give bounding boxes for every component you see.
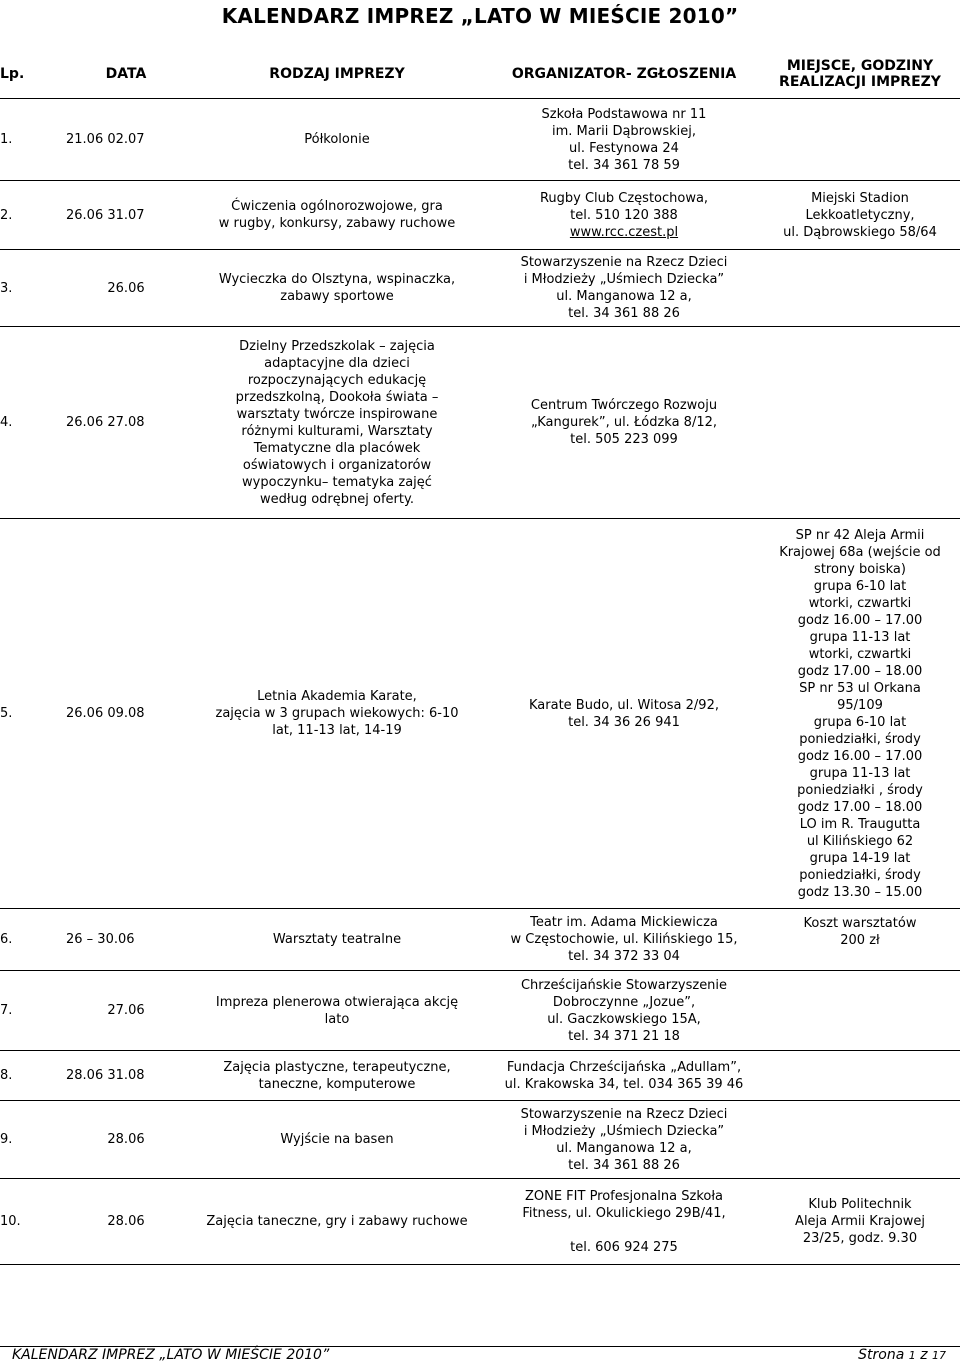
row-event: Letnia Akademia Karate, zajęcia w 3 grupach wiekowych: 6-10 lat, 11-13 lat, 14-19	[186, 519, 488, 909]
table-row	[0, 1179, 960, 1265]
row-place	[760, 327, 960, 519]
header-lp: Lp.	[0, 50, 66, 99]
row-place	[760, 971, 960, 1051]
row-place: Miejski Stadion Lekkoatletyczny, ul. Dąbrowskiego 58/64	[760, 181, 960, 250]
row-event: Dzielny Przedszkolak – zajęcia adaptacyjne dla dzieci rozpoczynających edukację przedszkolną, Dookoła świata – warsztaty twórcze inspirowane różnymi kulturami, Warsztaty Tematyczne dla placówek oświatowych i organizatorów wypoczynku– tematyka zajęć według odrębnej oferty.	[186, 327, 488, 519]
row-date: 26 – 30.06	[66, 909, 186, 971]
organizer-website-link[interactable]: www.rcc.czest.pl	[569, 224, 679, 240]
row-event: Wycieczka do Olsztyna, wspinaczka, zabawy sportowe	[186, 250, 488, 327]
row-date: 26.06 09.08	[66, 519, 186, 909]
row-lp: 5.	[0, 519, 66, 909]
table-row	[0, 971, 960, 1051]
row-organizer-cell	[488, 181, 760, 250]
row-place	[760, 99, 960, 181]
table-header-row	[0, 50, 960, 99]
row-date: 26.06 27.08	[66, 327, 186, 519]
row-event: Warsztaty teatralne	[186, 909, 488, 971]
row-date: 28.06	[66, 1179, 186, 1265]
row-organizer: Rugby Club Częstochowa, tel. 510 120 388	[539, 190, 709, 223]
table-row	[0, 1051, 960, 1101]
row-organizer: Fundacja Chrześcijańska „Adullam”, ul. Krakowska 34, tel. 034 365 39 46	[488, 1051, 760, 1101]
header-date: DATA	[66, 50, 186, 99]
row-organizer: Chrześcijańskie Stowarzyszenie Dobroczynne „Jozue”, ul. Gaczkowskiego 15A, tel. 34 371 21 18	[488, 971, 760, 1051]
row-place: Koszt warsztatów 200 zł	[760, 909, 960, 971]
row-lp: 6.	[0, 909, 66, 971]
row-place	[760, 1101, 960, 1179]
page-number	[858, 1347, 946, 1363]
row-date: 21.06 02.07	[66, 99, 186, 181]
row-lp: 3.	[0, 250, 66, 327]
page-total: 17	[932, 1349, 946, 1362]
header-place-line2: REALIZACJI IMPREZY	[779, 74, 941, 90]
page-footer	[0, 1346, 960, 1363]
row-event: Zajęcia plastyczne, terapeutyczne, taneczne, komputerowe	[186, 1051, 488, 1101]
row-date: 28.06	[66, 1101, 186, 1179]
table-row	[0, 327, 960, 519]
footer-title: KALENDARZ IMPREZ „LATO W MIEŚCIE 2010”	[12, 1347, 330, 1363]
row-lp: 1.	[0, 99, 66, 181]
table-row	[0, 519, 960, 909]
table-row	[0, 181, 960, 250]
row-organizer: ZONE FIT Profesjonalna Szkoła Fitness, ul. Okulickiego 29B/41, tel. 606 924 275	[488, 1179, 760, 1265]
events-table	[0, 50, 960, 1265]
row-place	[760, 1051, 960, 1101]
row-lp: 8.	[0, 1051, 66, 1101]
row-date: 27.06	[66, 971, 186, 1051]
page-current: 1	[908, 1349, 916, 1362]
row-lp: 9.	[0, 1101, 66, 1179]
row-place: Klub Politechnik Aleja Armii Krajowej 23/25, godz. 9.30	[760, 1179, 960, 1265]
row-organizer: Stowarzyszenie na Rzecz Dzieci i Młodzieży „Uśmiech Dziecka” ul. Manganowa 12 a, tel. 34 361 88 26	[488, 250, 760, 327]
header-type: RODZAJ IMPREZY	[186, 50, 488, 99]
table-row	[0, 250, 960, 327]
row-organizer: Teatr im. Adama Mickiewicza w Częstochowie, ul. Kilińskiego 15, tel. 34 372 33 04	[488, 909, 760, 971]
row-lp: 2.	[0, 181, 66, 250]
page-title: KALENDARZ IMPREZ „LATO W MIEŚCIE 2010”	[221, 4, 739, 28]
row-date: 26.06	[66, 250, 186, 327]
row-place	[760, 250, 960, 327]
row-event: Wyjście na basen	[186, 1101, 488, 1179]
row-date: 28.06 31.08	[66, 1051, 186, 1101]
row-event: Impreza plenerowa otwierająca akcję lato	[186, 971, 488, 1051]
table-row	[0, 909, 960, 971]
row-organizer: Centrum Twórczego Rozwoju „Kangurek”, ul. Łódzka 8/12, tel. 505 223 099	[488, 327, 760, 519]
row-event: Zajęcia taneczne, gry i zabawy ruchowe	[186, 1179, 488, 1265]
page-separator: z	[920, 1347, 928, 1363]
row-event: Ćwiczenia ogólnorozwojowe, gra w rugby, konkursy, zabawy ruchowe	[186, 181, 488, 250]
row-date: 26.06 31.07	[66, 181, 186, 250]
page-label: Strona	[858, 1347, 905, 1363]
table-row	[0, 1101, 960, 1179]
table-row	[0, 99, 960, 181]
row-organizer: Stowarzyszenie na Rzecz Dzieci i Młodzieży „Uśmiech Dziecka” ul. Manganowa 12 a, tel. 34 361 88 26	[488, 1101, 760, 1179]
header-place	[760, 50, 960, 99]
row-place: SP nr 42 Aleja Armii Krajowej 68a (wejście od strony boiska) grupa 6-10 lat wtorki, czwartki godz 16.00 – 17.00 grupa 11-13 lat wtorki, czwartki godz 17.00 – 18.00 SP nr 53 ul Orkana 95/109 grupa 6-10 lat poniedziałki, środy godz 16.00 – 17.00 grupa 11-13 lat poniedziałki , środy godz 17.00 – 18.00 LO im R. Traugutta ul Kilińskiego 62 grupa 14-19 lat poniedziałki, środy godz 13.30 – 15.00	[760, 519, 960, 909]
row-lp: 7.	[0, 971, 66, 1051]
header-place-line1: MIEJSCE, GODZINY	[786, 58, 934, 74]
row-lp: 4.	[0, 327, 66, 519]
row-organizer: Karate Budo, ul. Witosa 2/92, tel. 34 36 26 941	[488, 519, 760, 909]
row-organizer: Szkoła Podstawowa nr 11 im. Marii Dąbrowskiej, ul. Festynowa 24 tel. 34 361 78 59	[488, 99, 760, 181]
row-lp: 10.	[0, 1179, 66, 1265]
header-organizer: ORGANIZATOR- ZGŁOSZENIA	[488, 50, 760, 99]
row-event: Półkolonie	[186, 99, 488, 181]
